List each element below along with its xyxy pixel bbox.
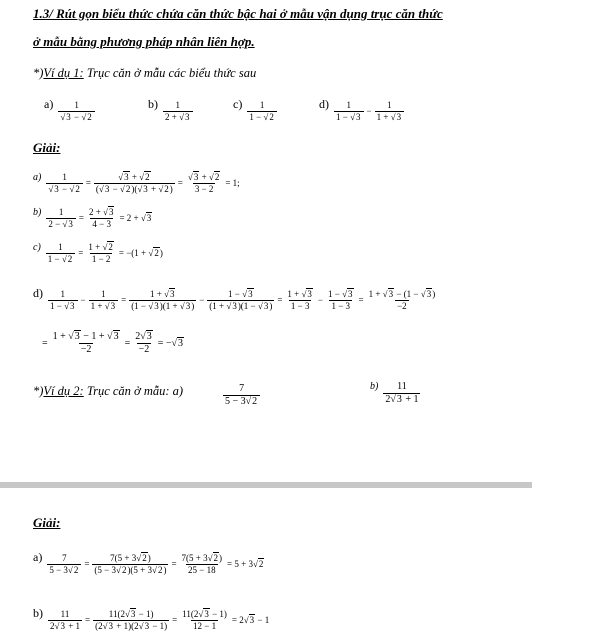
title-line-1: 1.3/ Rút gọn biểu thức chứa căn thức bậc hai ở mẫu vận dụng trục căn thức — [33, 6, 443, 21]
solution-d: d) $\frac{1}{1 - √3}$ − $\frac{1}{1 + √3}$ = $\frac{1 + √3}{(1 - √3)(1 + √3)}$ − $\frac{1 - √3}{(1 + √3)(1 - √3)}$ = $\frac{1 + √3}{1 - 3}$ − $\frac{1 - √3}{1 - 3}$ = $\frac{1 + √3 - (1 - √3)}{-2}$ — [33, 286, 436, 311]
solution-b: b) $\frac{1}{2 - √3}$ = $\frac{2 + √3}{4 - 3}$ = 2 + √3 — [33, 207, 152, 229]
solution-heading-2: Giải: — [33, 515, 61, 530]
ex2-item-b: b) $\frac{11}{2√3 + 1}$ — [370, 381, 419, 405]
ex2-solution-a: a) $\frac{7}{5 - 3√2}$ = $\frac{7(5 + 3√2)}{(5 - 3√2)(5 + 3√2)}$ = $\frac{7(5 + 3√2)}{25 - 18}$ = 5 + 3√2 — [33, 550, 264, 575]
title-line-2: ở mẫu bằng phương pháp nhân liên hợp. — [33, 34, 255, 49]
example-1-heading: *)Ví dụ 1: Trục căn ở mẫu các biểu thức sau — [33, 66, 257, 80]
solution-heading-1: Giải: — [33, 140, 61, 155]
ex2-item-a-expr: $\frac{7}{5 - 3√2}$ — [222, 378, 261, 407]
ex1-item-c: c) $\frac{1}{1 - √2}$ — [233, 95, 278, 122]
example-2-heading: *)Ví dụ 2: Trục căn ở mẫu: a) — [33, 384, 184, 398]
ex1-item-b: b) $\frac{1}{2 + √3}$ — [148, 95, 194, 122]
solution-a: a) $\frac{1}{√3 - √2}$ = $\frac{√3 + √2}{(√3 - √2)(√3 + √2)}$ = $\frac{√3 + √2}{3 - 2}$ = 1; — [33, 172, 240, 194]
ex2-solution-b: b) $\frac{11}{2√3 + 1}$ = $\frac{11(2√3 - 1)}{(2√3 + 1)(2√3 - 1)}$ = $\frac{11(2√3 - 1)}{12 - 1}$ = 2√3 − 1 — [33, 606, 270, 631]
ex1-item-a: a) $\frac{1}{√3 - √2}$ — [44, 95, 96, 122]
solution-d-continued: = $\frac{1 + √3 - 1 + √3}{-2}$ = $\frac{2√3}{-2}$ = −√3 — [42, 331, 183, 355]
ex1-item-d: d) $\frac{1}{1 - √3}$ − $\frac{1}{1 + √3}$ — [319, 95, 405, 122]
solution-c: c) $\frac{1}{1 - √2}$ = $\frac{1 + √2}{1 - 2}$ = −(1 + √2) — [33, 242, 163, 264]
section-divider — [0, 482, 532, 488]
